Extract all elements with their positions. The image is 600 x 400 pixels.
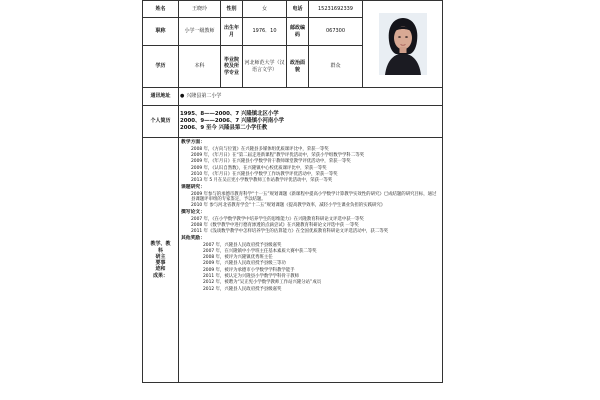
political-value: 群众 <box>309 46 363 88</box>
political-label: 政治面貌 <box>287 46 309 88</box>
list-item: 2007 年，在兴隆镇中小学班主任基本素质大赛中获二等奖 <box>203 248 317 254</box>
birth-label: 出生年月 <box>221 18 243 46</box>
list-item: 2012 年，兴隆县人民政府授予县级嘉奖 <box>203 286 282 292</box>
resume-label: 个人简历 <box>143 106 179 138</box>
postcode-label: 邮政编码 <box>287 18 309 46</box>
portrait-image <box>379 13 427 75</box>
achievements-label-line: 要事 <box>155 260 166 266</box>
resume-line: 1995、8——2000、7 兴隆镇北区小学 <box>180 111 279 118</box>
resume-form <box>142 0 442 400</box>
achievements-label-line: 科 <box>157 247 163 254</box>
address-value: 兴隆县第二小学 <box>186 93 222 100</box>
list-item: 2009 年参与的承德市教育科学“十一五”规划课题《新课程中提高小学数学计算教学实效性的研究》已成结题的研究目标，通过县课题评审组的专家鉴定，予以结题。 <box>191 191 437 203</box>
education-value: 本科 <box>179 46 221 88</box>
achievements-label-line: 研主 <box>155 253 166 260</box>
list-item: 2007 年，《在小学数学教学中培养学生的思维能力》在兴隆教育科研论文评选中获一等奖 <box>191 216 364 222</box>
birth-value: 1976．10 <box>243 18 287 46</box>
list-item: 2008 年《数学教学中进行德育渗透的点滴尝试》在兴隆教育科研论文评选中获 一等奖 <box>191 222 359 228</box>
address-label: 通讯地址 <box>143 88 179 106</box>
portrait-photo <box>379 13 427 75</box>
gender-label: 性别 <box>221 1 243 18</box>
achievements-label-line: 教学、教 <box>150 241 171 248</box>
phone-label: 电话 <box>287 1 309 18</box>
list-item: 2009 年，《认识自然数》，在兴隆镇中心校优质课评比中，荣获一等奖 <box>191 165 327 171</box>
achievements-label-line: 迹和 <box>155 266 166 273</box>
resume-lines <box>179 106 443 138</box>
list-item: 2010 年，《年月日》在兴隆县小学数学工作坊教学评优活动中，荣获一等奖 <box>191 171 338 177</box>
resume-line: 2006、9 至今 兴隆县第二小学任教 <box>180 124 268 131</box>
gender-value: 女 <box>243 1 287 18</box>
list-item: 2010 年 参与河北省教育学会“十二五”规划课题《提高教学效率，减轻小学生课业负担的实践研究》 <box>191 203 386 209</box>
name-value: 王晓玲 <box>179 1 221 18</box>
title-value: 小学一级教师 <box>179 18 221 46</box>
list-item: 2007 年，兴隆县人民政府授予县级嘉奖 <box>203 242 282 248</box>
section-title-teaching: 教学方面： <box>181 140 205 145</box>
section-title-papers: 撰写论文： <box>181 209 205 215</box>
list-item: 2013 年 5 月在吴正宪小学数学教师工作站教学评优活动中，荣获一等奖 <box>191 178 333 184</box>
list-item: 2009 年，被评为承德市小学数学学科教学能手 <box>203 267 295 273</box>
achievements-label-line: 成果： <box>152 272 168 279</box>
list-item: 2008 年，《方向与位置》在兴隆县多媒体组优质课评比中，荣获一等奖 <box>191 146 329 152</box>
address-value-cell <box>179 88 443 106</box>
photo-cell <box>363 1 443 88</box>
education-label: 学历 <box>143 46 179 88</box>
list-item: 2009 年，《年月日》在“第二届走进新课程”教学评优活动中，荣获小学组数学学科二等奖 <box>191 153 364 159</box>
list-item: 2009 年，《年月日》在兴隆县小学数学骨干教师课堂教学评优活动中，荣获一等奖 <box>191 159 351 165</box>
phone-value: 15231692339 <box>309 1 363 18</box>
bullet-icon: ● <box>180 93 185 100</box>
school-value: 河北师范大学（汉语言文学） <box>243 46 287 88</box>
achievements-content <box>179 138 443 383</box>
list-item: 2008 年，被评为兴隆镇优秀班主任 <box>203 255 273 261</box>
name-label: 姓名 <box>143 1 179 18</box>
list-item: 2011 年《浅谈数学教学中怎样培养学生的估算能力》在全国优质教育科研论文评选活动中，获二等奖 <box>191 229 388 235</box>
resume-line: 2000、9——2006、7 兴隆镇小河南小学 <box>180 118 285 125</box>
title-label: 职称 <box>143 18 179 46</box>
school-label: 毕业院校及所学专业 <box>221 46 243 88</box>
list-item: 2012 年，被聘为“吴正宪小学数学教师工作站兴隆分站”成员 <box>203 280 322 286</box>
achievements-label <box>143 138 179 383</box>
list-item: 2009 年，兴隆县人民政府授予县级三等功 <box>203 261 286 267</box>
section-title-research: 课题研究： <box>181 184 205 190</box>
list-item: 2011 年，被认定为兴隆县小学数学学科骨干教师 <box>203 273 299 279</box>
section-title-awards: 其他奖励： <box>181 235 205 241</box>
postcode-value: 067300 <box>309 18 363 46</box>
resume-table <box>142 0 443 383</box>
